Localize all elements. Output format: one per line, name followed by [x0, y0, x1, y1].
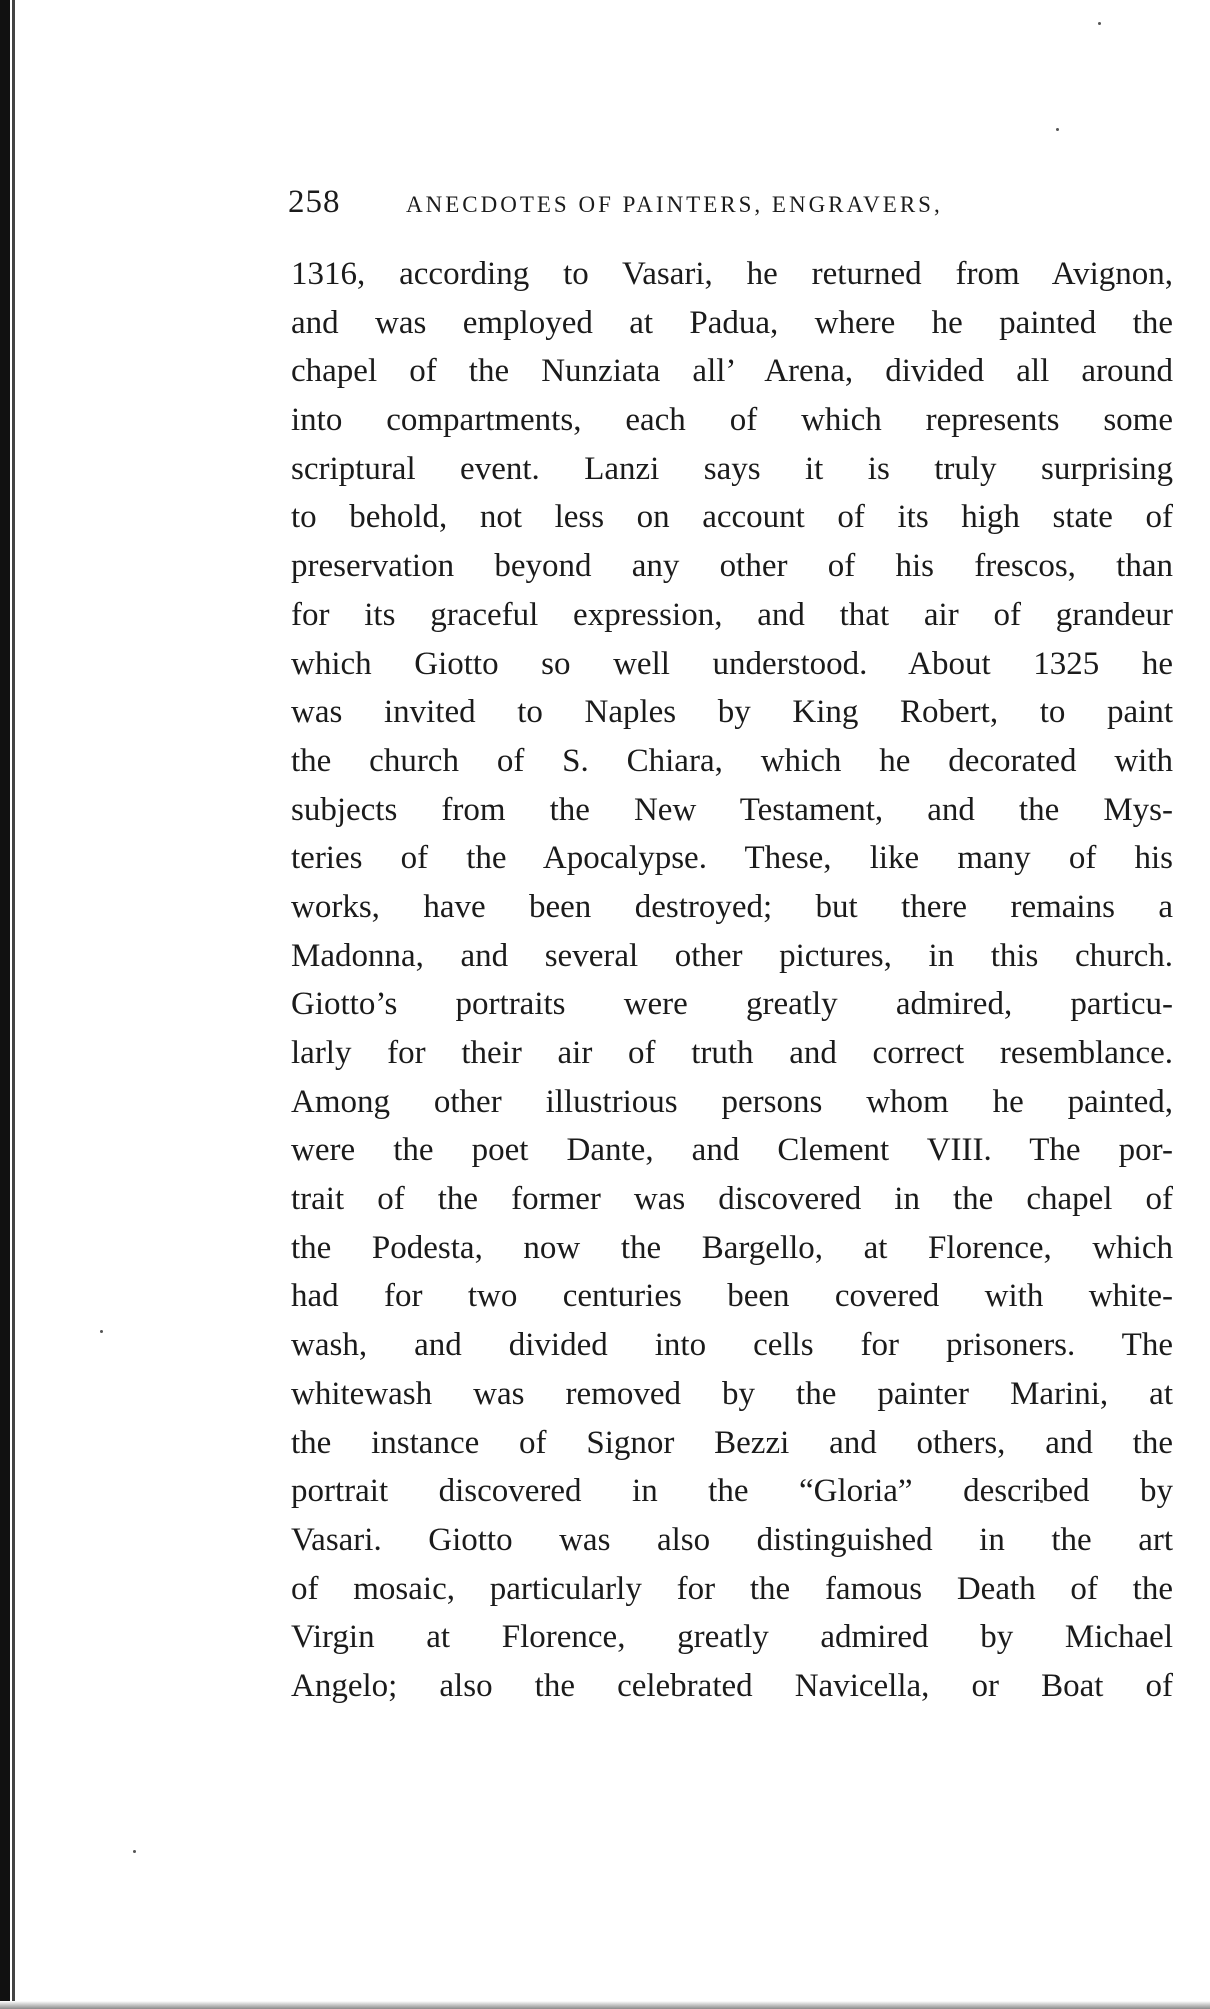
scan-left-edge [0, 0, 10, 2009]
text-line: scriptural event. Lanzi says it is truly surprising [291, 450, 1173, 487]
text-line: Virgin at Florence, greatly admired by Michael [291, 1619, 1173, 1656]
text-line: works, have been destroyed; but there remains a [291, 888, 1173, 925]
text-line: into compartments, each of which represents some [291, 402, 1173, 439]
text-line: the Podesta, now the Bargello, at Florence, which [291, 1229, 1173, 1266]
text-line: the church of S. Chiara, which he decorated with [291, 742, 1173, 779]
running-head: ANECDOTES OF PAINTERS, ENGRAVERS, [406, 192, 943, 217]
text-line: Giotto’s portraits were greatly admired, particu- [291, 986, 1173, 1023]
scan-speck [1056, 128, 1059, 131]
page-header [288, 184, 1168, 228]
text-line: was invited to Naples by King Robert, to paint [291, 694, 1173, 731]
text-line: preservation beyond any other of his frescos, than [291, 548, 1173, 585]
text-line: teries of the Apocalypse. These, like many of his [291, 840, 1173, 877]
text-line: whitewash was removed by the painter Marini, at [291, 1375, 1173, 1412]
text-line: wash, and divided into cells for prisoners. The [291, 1327, 1173, 1364]
scan-speck [100, 1330, 103, 1333]
text-line: Angelo; also the celebrated Navicella, or Boat of [291, 1667, 1173, 1704]
scan-speck [1098, 22, 1101, 25]
scan-speck [133, 1850, 136, 1853]
scan-bottom-edge [0, 2001, 1210, 2009]
text-line: 1316, according to Vasari, he returned from Avignon, [291, 256, 1173, 292]
text-line: chapel of the Nunziata all’ Arena, divided all around [291, 353, 1173, 390]
text-line: Vasari. Giotto was also distinguished in the art [291, 1521, 1173, 1558]
text-line: for its graceful expression, and that air of grandeur [291, 596, 1173, 633]
text-line: portrait discovered in the “Gloria” described by [291, 1473, 1173, 1510]
body-text [291, 250, 1173, 1711]
scan-left-edge-line [12, 0, 15, 2009]
text-line: had for two centuries been covered with white- [291, 1278, 1173, 1315]
text-line: were the poet Dante, and Clement VIII. The por- [291, 1132, 1173, 1169]
text-line: of mosaic, particularly for the famous Death of the [291, 1570, 1173, 1607]
page-number: 258 [288, 184, 341, 220]
text-line: Madonna, and several other pictures, in this church. [291, 937, 1173, 974]
text-line: and was employed at Padua, where he painted the [291, 304, 1173, 341]
text-line: which Giotto so well understood. About 1325 he [291, 645, 1173, 682]
text-line: to behold, not less on account of its high state of [291, 499, 1173, 536]
text-line: subjects from the New Testament, and the Mys- [291, 791, 1173, 828]
text-line: Among other illustrious persons whom he painted, [291, 1083, 1173, 1120]
text-line: trait of the former was discovered in the chapel of [291, 1181, 1173, 1218]
text-line: the instance of Signor Bezzi and others, and the [291, 1424, 1173, 1461]
text-line: larly for their air of truth and correct resemblance. [291, 1035, 1173, 1071]
